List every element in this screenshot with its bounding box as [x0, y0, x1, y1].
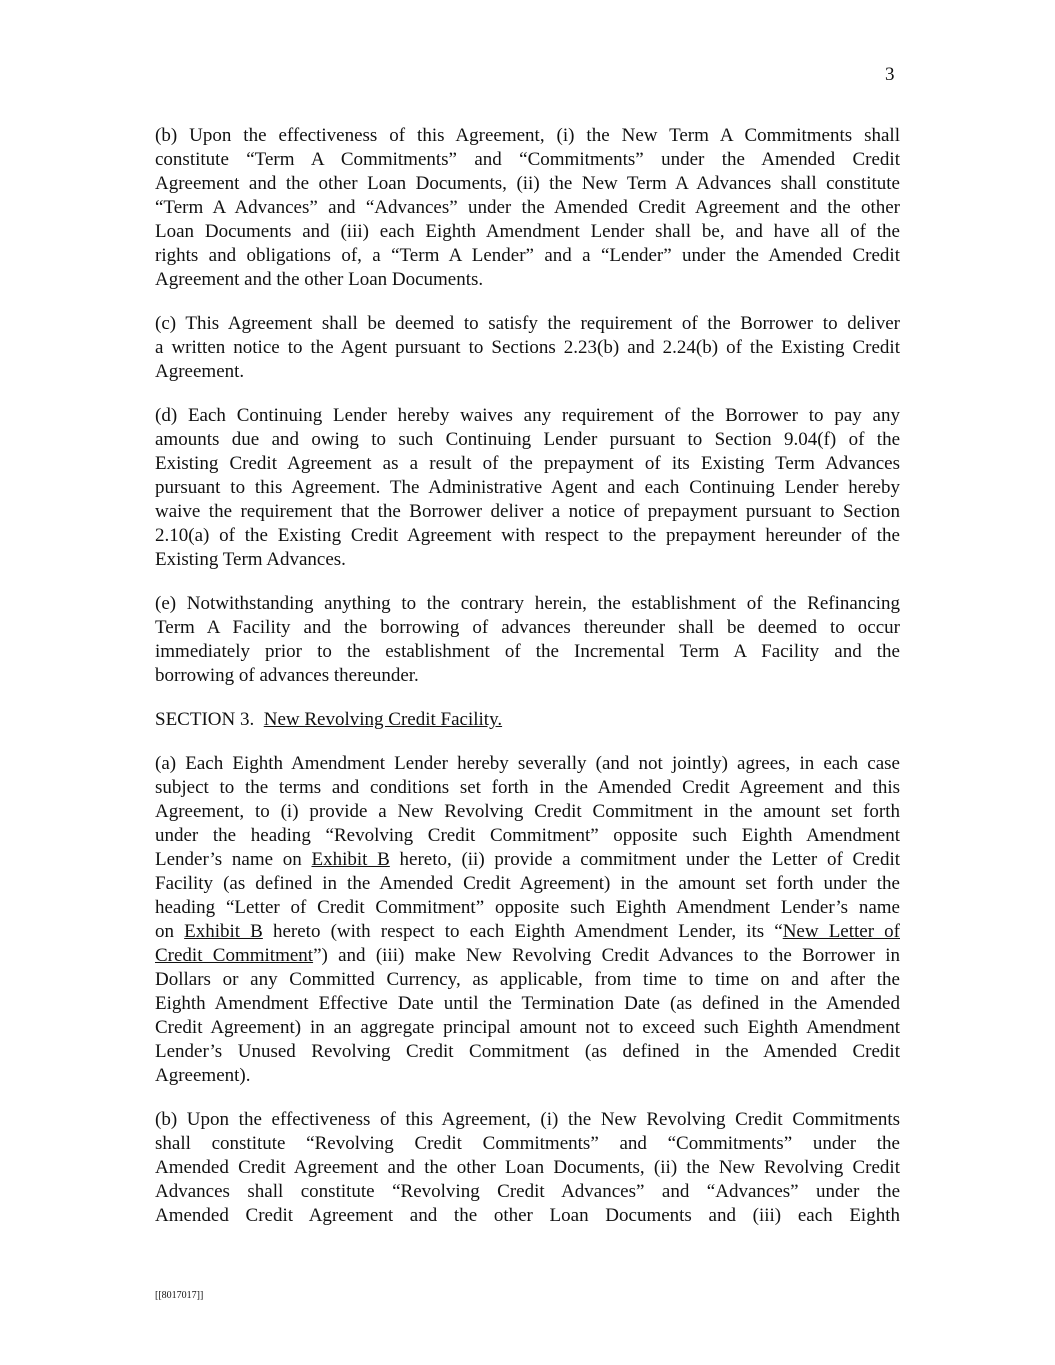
- document-footer-id: [[8017017]]: [155, 1290, 204, 1301]
- text-segment: ”) and (iii) make New Revolving Credit Advances to the Borrower in: [313, 945, 900, 966]
- text-line: amounts due and owing to such Continuing Lender pursuant to Section 9.04(f) of the: [155, 429, 900, 450]
- text-line: Dollars or any Committed Currency, as applicable, from time to time on and after the: [155, 969, 900, 990]
- text-line: pursuant to this Agreement. The Administrative Agent and each Continuing Lender hereby: [155, 477, 900, 498]
- text-line: (d) Each Continuing Lender hereby waives any requirement of the Borrower to pay any: [155, 405, 900, 426]
- underlined-term: Exhibit B: [311, 849, 390, 870]
- text-line: Agreement, to (i) provide a New Revolving Credit Commitment in the amount set forth: [155, 801, 900, 822]
- text-line: Existing Term Advances.: [155, 549, 346, 570]
- paragraph-e-notwithstanding: [155, 592, 900, 688]
- text-line: Existing Credit Agreement as a result of the prepayment of its Existing Term Advances: [155, 453, 900, 474]
- text-segment: hereto, (ii) provide a commitment under the Letter of Credit: [389, 849, 900, 870]
- text-line: Lender’s Unused Revolving Credit Commitment (as defined in the Amended Credit: [155, 1041, 900, 1062]
- text-line: constitute “Term A Commitments” and “Commitments” under the Amended Credit: [155, 149, 900, 170]
- page-number: 3: [885, 64, 895, 85]
- underlined-term: Exhibit B: [184, 921, 263, 942]
- text-line: subject to the terms and conditions set forth in the Amended Credit Agreement and this: [155, 777, 900, 798]
- paragraph-section-3-heading: [155, 708, 900, 732]
- text-segment: hereto (with respect to each Eighth Amendment Lender, its “: [262, 921, 783, 942]
- text-line: Agreement and the other Loan Documents.: [155, 269, 484, 290]
- text-line: (a) Each Eighth Amendment Lender hereby severally (and not jointly) agrees, in each case: [155, 753, 900, 774]
- text-line: borrowing of advances thereunder.: [155, 665, 419, 686]
- text-line: [155, 920, 900, 944]
- text-line: Facility (as defined in the Amended Credit Agreement) in the amount set forth under the: [155, 873, 900, 894]
- paragraph-d-waiver: [155, 404, 900, 572]
- text-line: (c) This Agreement shall be deemed to satisfy the requirement of the Borrower to deliver: [155, 313, 900, 334]
- paragraph-a-revolving: [155, 752, 900, 1088]
- text-line: [155, 708, 900, 732]
- text-line: Amended Credit Agreement and the other Loan Documents and (iii) each Eighth: [155, 1205, 900, 1226]
- text-segment: Lender’s name on: [155, 849, 312, 870]
- paragraph-c-notice: [155, 312, 900, 384]
- text-line: Loan Documents and (iii) each Eighth Amendment Lender shall be, and have all of the: [155, 221, 900, 242]
- text-line: [155, 944, 900, 968]
- text-line: shall constitute “Revolving Credit Commitments” and “Commitments” under the: [155, 1133, 900, 1154]
- text-line: heading “Letter of Credit Commitment” opposite such Eighth Amendment Lender’s name: [155, 897, 900, 918]
- underlined-term: New Letter of: [782, 921, 900, 942]
- text-line: (b) Upon the effectiveness of this Agreement, (i) the New Term A Commitments shall: [155, 125, 900, 146]
- text-line: Term A Facility and the borrowing of advances thereunder shall be deemed to occur: [155, 617, 900, 638]
- text-line: “Term A Advances” and “Advances” under the Amended Credit Agreement and the other: [155, 197, 900, 218]
- text-line: rights and obligations of, a “Term A Lender” and a “Lender” under the Amended Credit: [155, 245, 900, 266]
- text-segment: SECTION 3.: [155, 709, 264, 730]
- text-line: immediately prior to the establishment of the Incremental Term A Facility and the: [155, 641, 900, 662]
- text-line: [155, 848, 900, 872]
- text-line: 2.10(a) of the Existing Credit Agreement with respect to the prepayment hereunder of the: [155, 525, 900, 546]
- paragraph-b-term-a: [155, 124, 900, 292]
- paragraph-b-revolving: [155, 1108, 900, 1228]
- text-segment: on: [155, 921, 185, 942]
- text-line: under the heading “Revolving Credit Commitment” opposite such Eighth Amendment: [155, 825, 900, 846]
- underlined-term: Credit Commitment: [155, 945, 314, 966]
- text-line: (e) Notwithstanding anything to the contrary herein, the establishment of the Refinancing: [155, 593, 900, 614]
- text-line: Agreement.: [155, 361, 245, 382]
- text-line: (b) Upon the effectiveness of this Agreement, (i) the New Revolving Credit Commitments: [155, 1109, 900, 1130]
- document-body: [155, 124, 900, 1248]
- text-line: Agreement and the other Loan Documents, (ii) the New Term A Advances shall constitute: [155, 173, 900, 194]
- text-line: Advances shall constitute “Revolving Credit Advances” and “Advances” under the: [155, 1181, 900, 1202]
- text-line: Credit Agreement) in an aggregate principal amount not to exceed such Eighth Amendment: [155, 1017, 900, 1038]
- text-line: Agreement).: [155, 1065, 251, 1086]
- text-line: waive the requirement that the Borrower deliver a notice of prepayment pursuant to Section: [155, 501, 900, 522]
- text-line: Amended Credit Agreement and the other Loan Documents, (ii) the New Revolving Credit: [155, 1157, 900, 1178]
- text-line: a written notice to the Agent pursuant to Sections 2.23(b) and 2.24(b) of the Existing Credit: [155, 337, 900, 358]
- underlined-term: New Revolving Credit Facility.: [263, 709, 503, 730]
- text-line: Eighth Amendment Effective Date until the Termination Date (as defined in the Amended: [155, 993, 900, 1014]
